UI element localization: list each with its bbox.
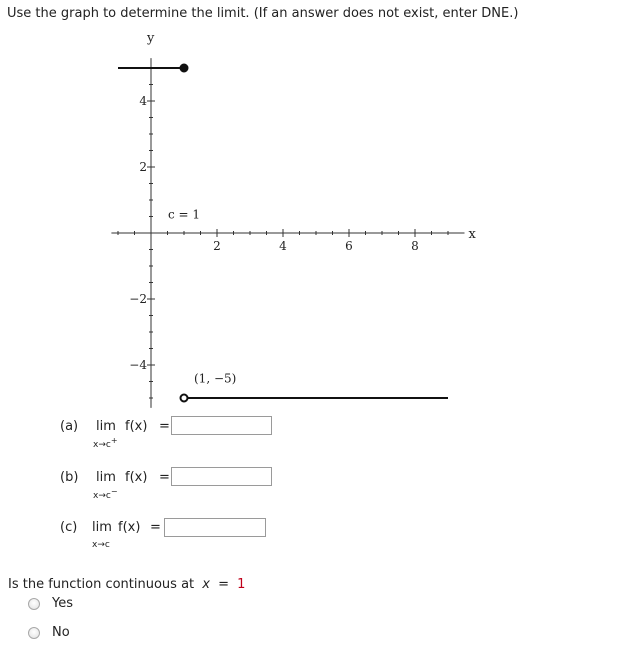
y-axis-label: y bbox=[147, 31, 155, 47]
question-value: 1 bbox=[237, 577, 246, 592]
ticks bbox=[118, 68, 448, 398]
part-b-equals: = bbox=[159, 470, 170, 485]
y-tick-label: 4 bbox=[139, 94, 147, 108]
part-a-subscript: x→c+ bbox=[93, 436, 118, 450]
closed-endpoint bbox=[181, 65, 188, 72]
answer-a-input[interactable] bbox=[171, 416, 272, 435]
c-annotation: c = 1 bbox=[167, 207, 201, 222]
x-tick-label: 4 bbox=[279, 239, 287, 253]
part-c-equals: = bbox=[150, 520, 161, 535]
x-axis-label: x bbox=[468, 227, 476, 242]
part-a-func: f(x) bbox=[125, 419, 148, 434]
part-c-label: (c) bbox=[60, 520, 78, 535]
part-b-label: (b) bbox=[60, 470, 79, 485]
axes bbox=[111, 31, 476, 408]
no-label: No bbox=[52, 625, 70, 640]
open-endpoint bbox=[181, 395, 188, 402]
annotations bbox=[168, 207, 236, 385]
part-b-lim: lim bbox=[96, 470, 116, 485]
instructions: Use the graph to determine the limit. (If an answer does not exist, enter DNE.) bbox=[7, 6, 519, 21]
part-b-func: f(x) bbox=[125, 470, 148, 485]
question-variable: x bbox=[202, 577, 210, 592]
answer-c-input[interactable] bbox=[164, 518, 266, 537]
question-equals: = bbox=[218, 577, 230, 592]
y-tick-label: −4 bbox=[129, 358, 147, 372]
part-a-equals: = bbox=[159, 419, 170, 434]
y-tick-label: 2 bbox=[139, 160, 147, 174]
part-c-func: f(x) bbox=[118, 520, 141, 535]
continuity-question bbox=[8, 577, 245, 592]
part-c-lim: lim bbox=[92, 520, 112, 535]
part-b-subscript: x→c− bbox=[93, 487, 118, 501]
no-radio[interactable] bbox=[28, 627, 40, 639]
x-tick-label: 6 bbox=[345, 239, 353, 253]
part-a-label: (a) bbox=[60, 419, 79, 434]
part-a-lim: lim bbox=[96, 419, 116, 434]
x-tick-label: 8 bbox=[411, 239, 419, 253]
yes-label: Yes bbox=[52, 596, 73, 611]
yes-radio[interactable] bbox=[28, 598, 40, 610]
question-text: Is the function continuous at bbox=[8, 577, 195, 592]
part-c-subscript: x→c bbox=[92, 540, 110, 550]
y-tick-label: −2 bbox=[129, 292, 147, 306]
answer-b-input[interactable] bbox=[171, 467, 272, 486]
x-tick-label: 2 bbox=[213, 239, 221, 253]
point-annotation: (1, −5) bbox=[194, 371, 237, 386]
